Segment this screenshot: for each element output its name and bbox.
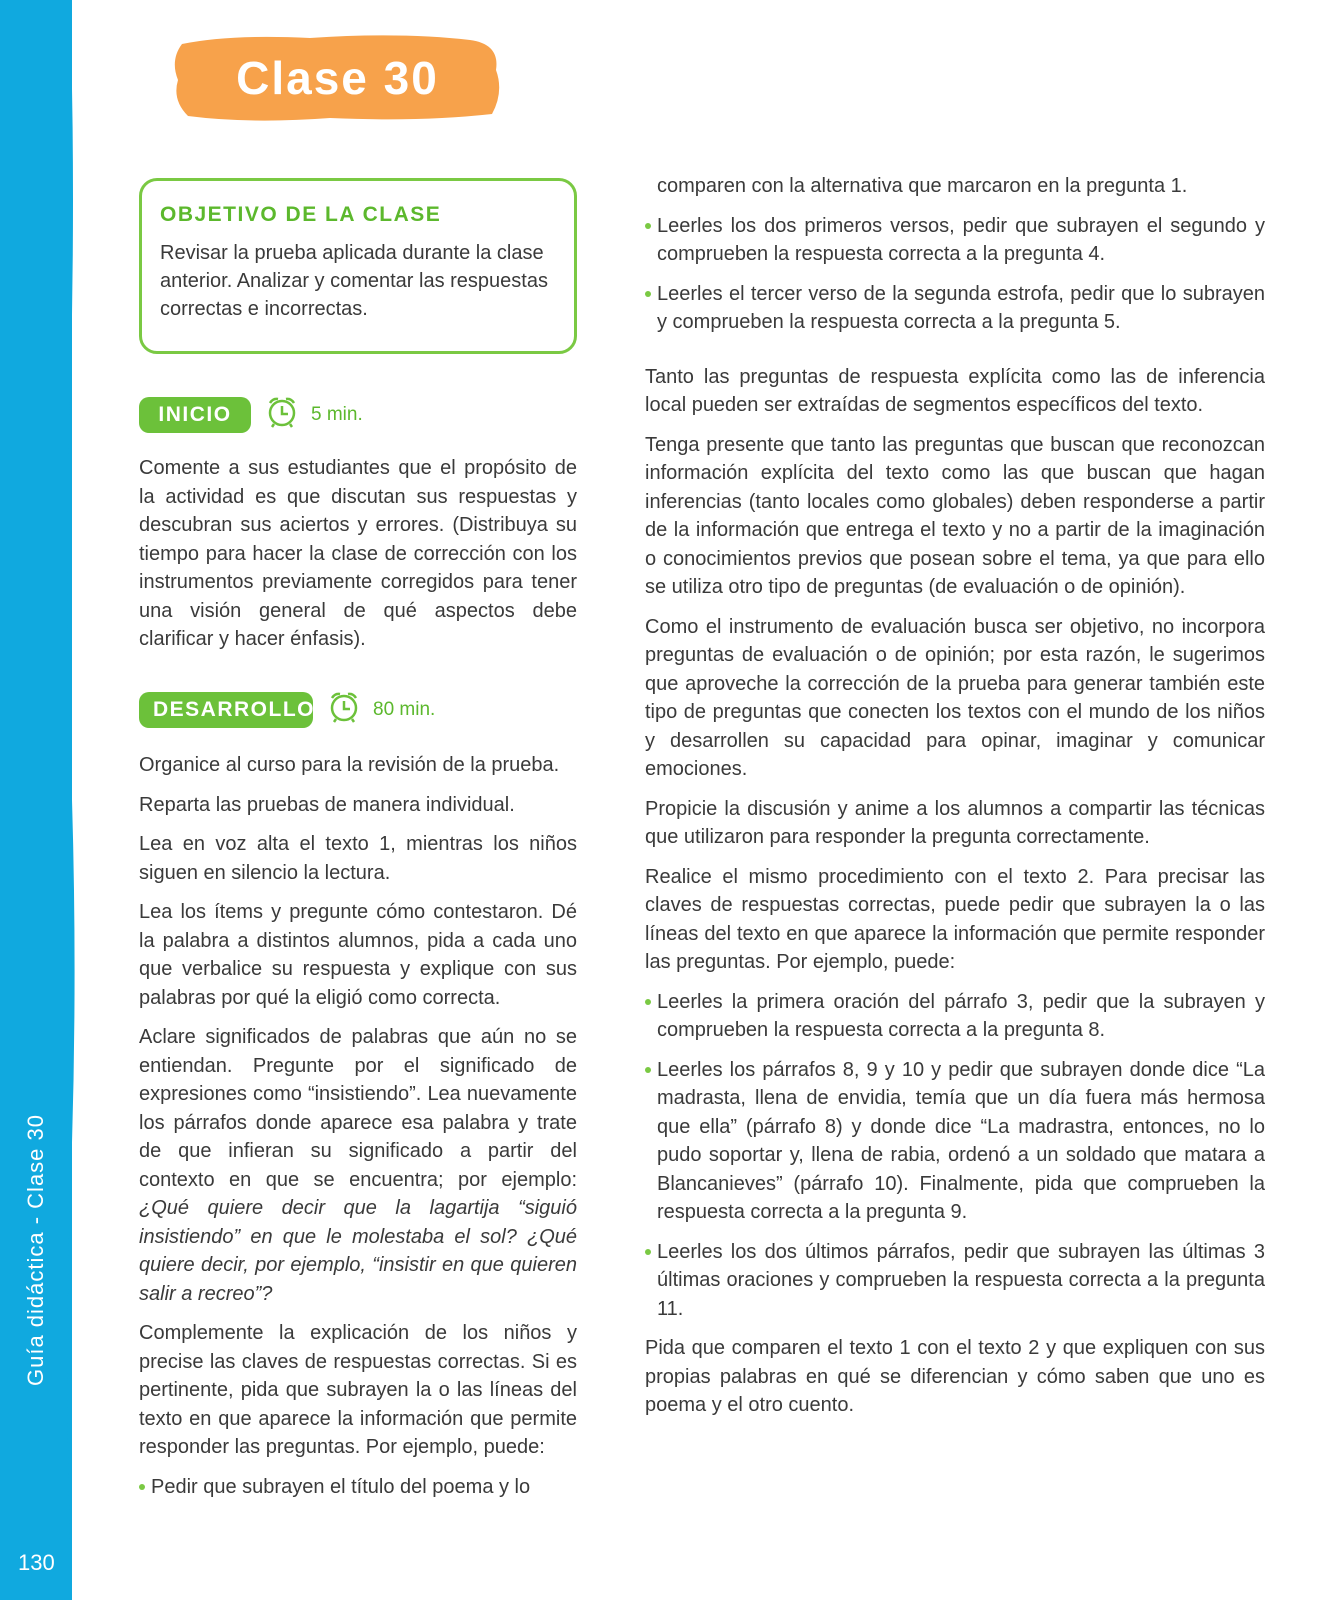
side-band-wave (60, 0, 80, 1600)
bullet-item: Leerles la primera oración del párrafo 3, pedir que la subrayen y comprueben la respuesta correcta a la pregunta 8. (645, 988, 1265, 1045)
desarrollo-paragraph-2: Reparta las pruebas de manera individual. (139, 793, 515, 816)
bullet-item: Leerles los dos últimos párrafos, pedir que subrayen las últimas 3 últimas oraciones y comprueben la respuesta correcta a la pregunta 11. (645, 1238, 1265, 1324)
desarrollo-header (139, 690, 435, 729)
right-paragraph-5: Realice el mismo procedimiento con el texto 2. Para precisar las claves de respuestas correctas, puede pedir que subrayen la o las líneas del texto en que aparece la información que permite responder las preguntas. Por ejemplo, puede: (645, 865, 1265, 973)
side-label: Guía didáctica - Clase 30 (23, 1113, 48, 1387)
desarrollo-paragraph-3: Lea en voz alta el texto 1, mientras los niños siguen en silencio la lectura. (139, 833, 577, 884)
right-paragraph-2: Tenga presente que tanto las preguntas que buscan que reconozcan información explícita del texto como las que buscan que hagan inferencias (tanto locales como globales) deben responderse a partir de la información que entrega el texto y no a partir de la imaginación o conocimientos previos que posean sobre el tema, ya que para ello se utiliza otro tipo de preguntas (de evaluación o de opinión). (645, 433, 1265, 598)
objective-box (139, 178, 577, 354)
right-paragraph-4: Propicie la discusión y anime a los alumnos a compartir las técnicas que utilizaron para responder la pregunta correctamente. (645, 797, 1265, 848)
inicio-paragraph: Comente a sus estudiantes que el propósito de la actividad es que discutan sus respuestas y descubran sus aciertos y errores. (Distribuya su tiempo para hacer la clase de corrección con los instrumentos previamente corregidos para tener una visión general de qué aspectos debe clarificar y hacer énfasis). (139, 457, 577, 650)
bullet-item: Leerles el tercer verso de la segunda estrofa, pedir que lo subrayen y comprueben la respuesta correcta a la pregunta 5. (645, 280, 1265, 337)
desarrollo-paragraph-1: Organice al curso para la revisión de la prueba. (139, 754, 560, 776)
alarm-clock-icon (327, 690, 361, 729)
desarrollo-body (139, 751, 577, 1512)
desarrollo-paragraph-5 (139, 1023, 577, 1308)
desarrollo-paragraph-6: Complemente la explicación de los niños y precise las claves de respuestas correctas. Si es pertinente, pida que subrayen la o las líneas del texto en que aparece la información que permite responder las preguntas. Por ejemplo, puede: (139, 1322, 577, 1458)
title-banner (170, 30, 505, 126)
bullet-item: Leerles los dos primeros versos, pedir que subrayen el segundo y comprueben la respuesta correcta a la pregunta 4. (645, 212, 1265, 269)
inicio-time: 5 min. (311, 403, 363, 425)
desarrollo-paragraph-5-question: ¿Qué quiere decir que la lagartija “siguió insistiendo” en que le molestaba el sol? ¿Qué quiere decir, por ejemplo, “insistir en que quieren salir a recreo”? (139, 1197, 577, 1305)
page-number: 130 (18, 1550, 55, 1575)
inicio-pill: INICIO (139, 397, 251, 433)
right-paragraph-1: Tanto las preguntas de respuesta explícita como las de inferencia local pueden ser extraídas de segmentos específicos del texto. (645, 365, 1265, 416)
page-title: Clase 30 (236, 52, 439, 104)
bullet-continuation: comparen con la alternativa que marcaron en la pregunta 1. (657, 175, 1188, 197)
desarrollo-paragraph-5-text: Aclare significados de palabras que aún no se entiendan. Pregunte por el significado de expresiones como “insistiendo”. Lea nuevamente los párrafos donde aparece esa palabra y trate de que infieran su significado a partir del contexto en que se encuentra; por ejemplo: (139, 1026, 577, 1191)
desarrollo-pill: DESARROLLO (139, 692, 313, 728)
inicio-header (139, 395, 363, 434)
bullet-item: Leerles los párrafos 8, 9 y 10 y pedir que subrayen donde dice “La madrasta, llena de envidia, temía que un día fuera más hermosa que ella” (párrafo 8) y donde dice “La madrastra, entonces, no lo pudo soportar y, llena de rabia, ordenó a un soldado que matara a Blancanieves” (párrafo 10). Finalmente, pida que comprueben la respuesta correcta a la pregunta 9. (645, 1056, 1265, 1227)
objective-text: Revisar la prueba aplicada durante la clase anterior. Analizar y comentar las respuestas correctas e incorrectas. (160, 242, 548, 320)
side-band (0, 0, 72, 1600)
objective-heading: OBJETIVO DE LA CLASE (160, 203, 442, 226)
bullet-item: Pedir que subrayen el título del poema y lo (139, 1473, 577, 1502)
inicio-body (139, 454, 577, 665)
desarrollo-time: 80 min. (373, 698, 436, 720)
right-paragraph-3: Como el instrumento de evaluación busca ser objetivo, no incorpora preguntas de evaluación o de opinión; por esta razón, le sugerimos que aproveche la corrección de la prueba para generar también este tipo de preguntas que conecten los textos con el mundo de los niños y desarrollen su capacidad para opinar, imaginar y comunicar emociones. (645, 615, 1265, 780)
desarrollo-paragraph-4: Lea los ítems y pregunte cómo contestaron. Dé la palabra a distintos alumnos, pida a cada uno que verbalice su respuesta y explique con sus palabras por qué la eligió como correcta. (139, 901, 577, 1009)
right-paragraph-6: Pida que comparen el texto 1 con el texto 2 y que expliquen con sus propias palabras en qué se diferencian y cómo saben que uno es poema y el otro cuento. (645, 1337, 1265, 1416)
alarm-clock-icon (265, 395, 299, 434)
right-column (645, 172, 1265, 1431)
